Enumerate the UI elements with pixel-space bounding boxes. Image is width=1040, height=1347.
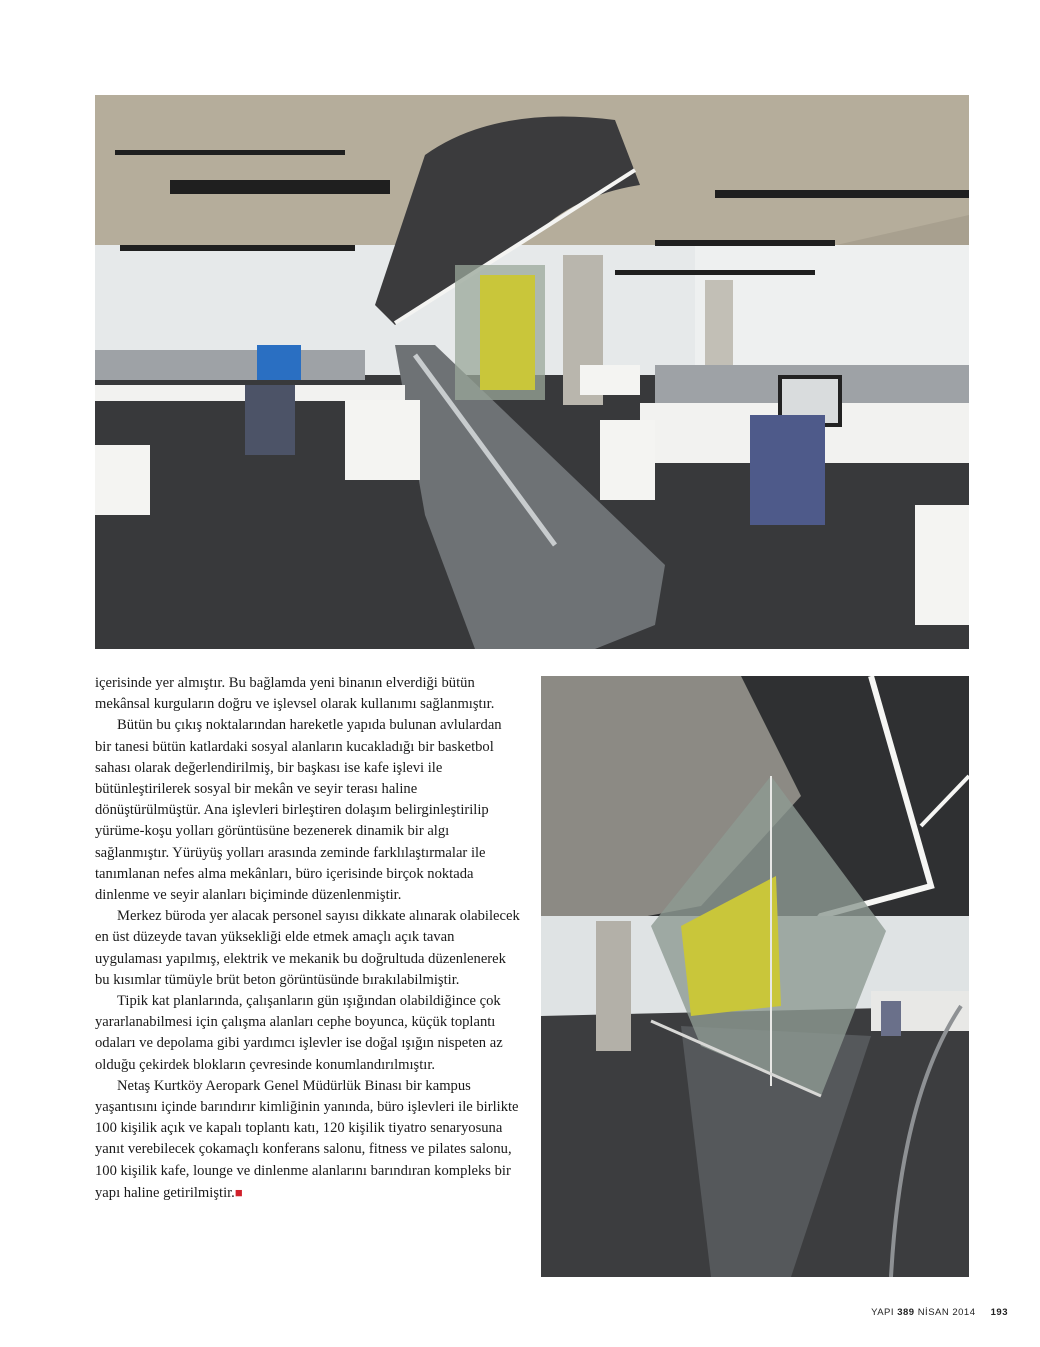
footer-date: NİSAN 2014	[917, 1307, 976, 1318]
office-photo-top	[95, 95, 969, 649]
article-paragraph-last	[95, 1076, 520, 1204]
page-footer	[871, 1307, 1008, 1318]
article-paragraph-text: Netaş Kurtköy Aeropark Genel Müdürlük Binası bir kampus yaşantısını içinde barındırır kimliğinin yanında, büro işlevleri ile birlikte 100 kişilik açık ve kapalı toplantı katı, 120 kişilik tiyatro senaryosuna yanıt verebilecek çokamaçlı konferans salonu, fitness ve pilates salonu, 100 kişilik kafe, lounge ve dinlenme alanlarını barındıran kompleks bir yapı haline getirilmiştir.	[95, 1077, 519, 1201]
office-photo-right	[541, 676, 969, 1277]
article-body	[95, 673, 520, 1204]
page-number: 193	[990, 1307, 1008, 1318]
end-mark-icon: ■	[234, 1184, 243, 1200]
footer-issue: 389	[897, 1307, 915, 1318]
article-paragraph: Tipik kat planlarında, çalışanların gün ışığından olabildiğince çok yararlanabilmesi için çalışma alanları cephe boyunca, küçük toplantı odaları ve depolama gibi yardımcı işlevler ise doğal ışığın nispeten az olduğu çekirdek blokların çevresinde konumlandırılmıştır.	[95, 993, 503, 1073]
article-paragraph: Bütün bu çıkış noktalarından hareketle yapıda bulunan avlulardan bir tanesi bütün katlardaki sosyal alanların kucakladığı bir basketbol sahası olarak değerlendirilmiş, bir başkası ise kafe işlevi ile bütünleştirilerek sosyal bir mekân ve seyir terası haline dönüştürülmüştür. Ana işlevleri birleştiren dolaşım belirginleştirilip yürüme-koşu yolları görüntüsüne bezenerek dinamik bir algı sağlanmıştır. Yürüyüş yolları arasında zeminde farklılaştırmalar ile tanımlanan nefes alma mekânları, büro içerisinde birçok noktada dinlenme ve seyir alanları biçiminde düzenlenmiştir.	[95, 717, 502, 904]
article-paragraph: içerisinde yer almıştır. Bu bağlamda yeni binanın elverdiği bütün mekânsal kurguların doğru ve işlevsel olarak kullanımı sağlanmıştır.	[95, 675, 495, 713]
article-paragraph: Merkez büroda yer alacak personel sayısı dikkate alınarak olabilecek en üst düzeyde tavan yüksekliği elde etmek amaçlı açık tavan uygulaması yapılmış, elektrik ve mekanik bu doğrultuda düzenlenerek bu kısımlar tümüyle brüt beton görüntüsünde bırakılabilmiştir.	[95, 908, 520, 988]
footer-magazine: YAPI	[871, 1307, 895, 1318]
